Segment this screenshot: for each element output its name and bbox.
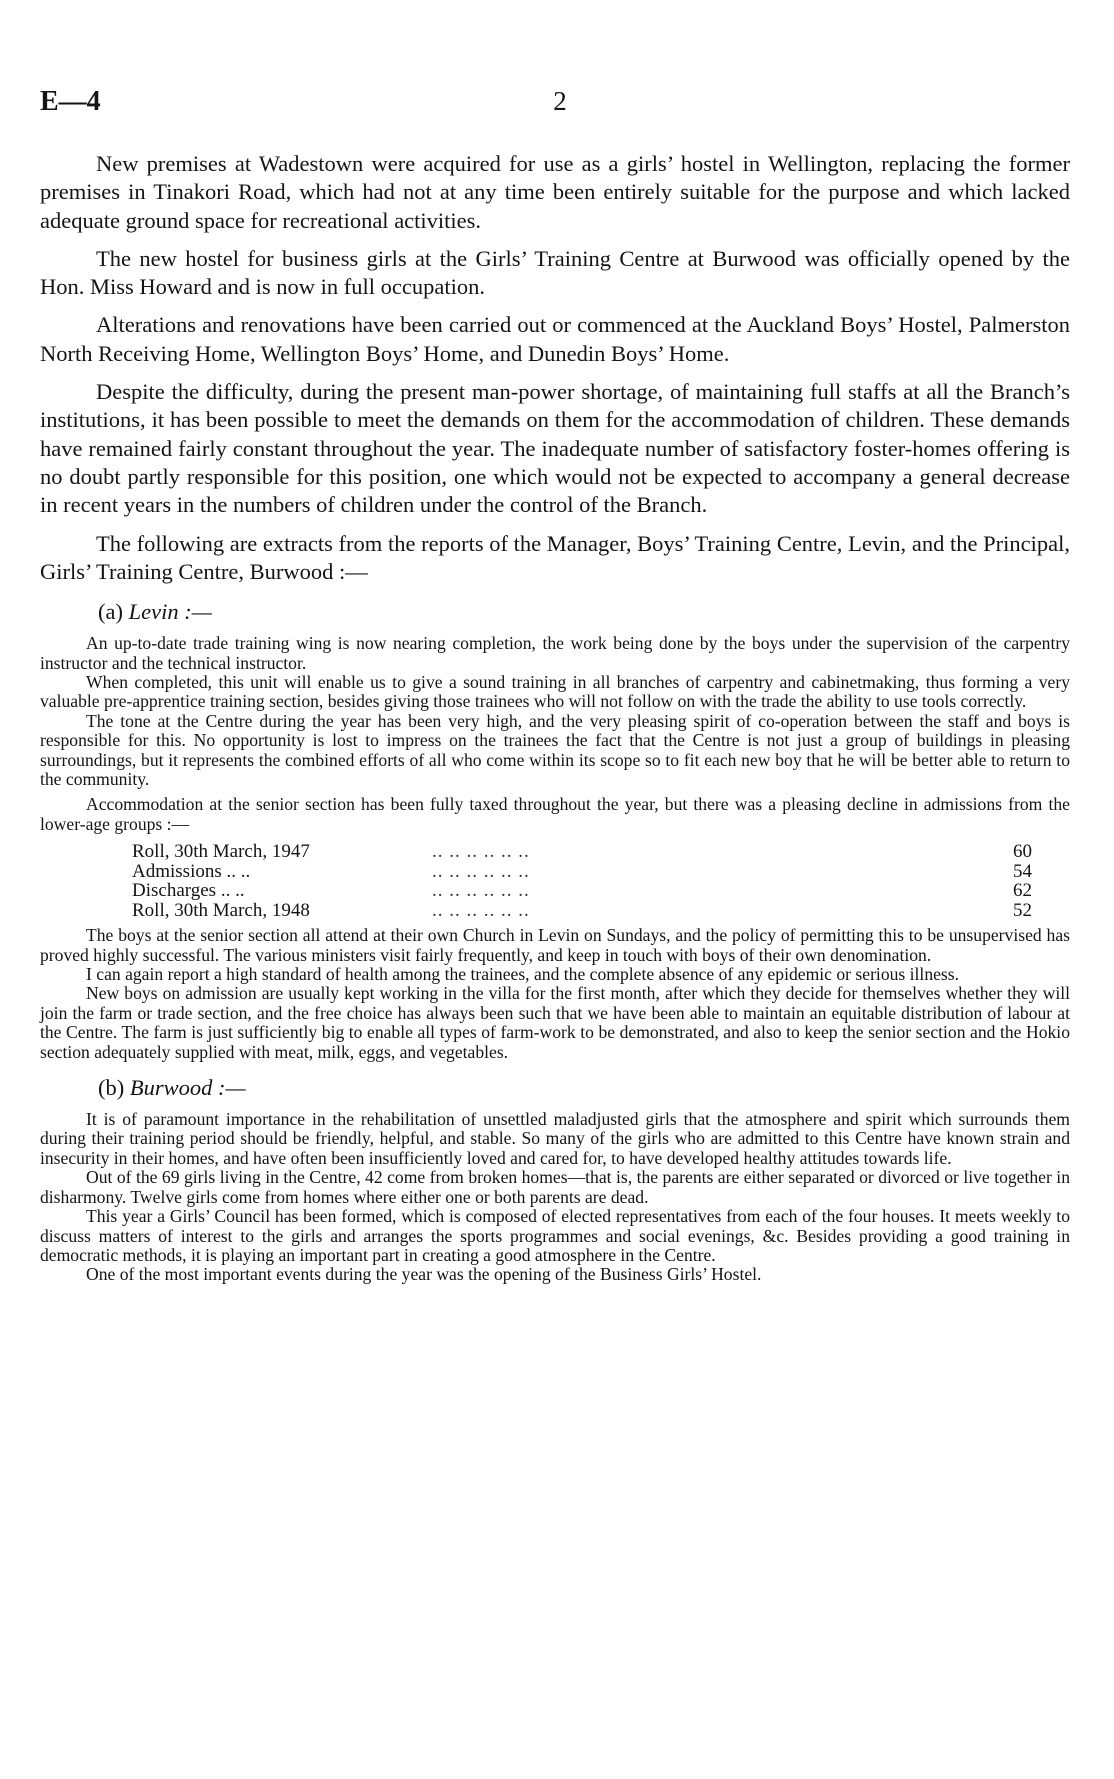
row-value: 52 xyxy=(1013,899,1032,921)
extract-paragraph: New boys on admission are usually kept working in the villa for the first month, after which they decide for themselves whether they will join the farm or trade section, and the free choice has always been such that we have been able to maintain an equitable distribution of labour at the Centre. The farm is just sufficiently big to enable all types of farm-work to be demonstrated, and also to keep the senior section and the Hokio section adequately supplied with meat, milk, eggs, and vegetables. xyxy=(40,983,1070,1062)
table-row xyxy=(132,862,1032,882)
extract-paragraph: One of the most important events during the year was the opening of the Business Girls’ Hostel. xyxy=(86,1264,762,1285)
extract-paragraph: Accommodation at the senior section has been fully taxed throughout the year, but there was a pleasing decline in admissions from the lower-age groups :— xyxy=(40,794,1070,834)
extract-paragraph: The tone at the Centre during the year has been very high, and the very pleasing spirit of co-operation between the staff and boys is responsible for this. No opportunity is lost to impress on the trainees the fact that the Centre is not just a group of buildings in pleasing surroundings, but it represents the combined efforts of all who come within its scope so to fit each new boy that he will be better able to return to the community. xyxy=(40,710,1070,789)
section-label: (a) xyxy=(98,599,123,625)
body-paragraph: The new hostel for business girls at the Girls’ Training Centre at Burwood was officially opened by the Hon. Miss Howard and is now in full occupation. xyxy=(40,245,1070,300)
page-header xyxy=(40,86,1080,126)
extract-paragraph: An up-to-date trade training wing is now nearing completion, the work being done by the boys under the supervision of the carpentry instructor and the technical instructor. xyxy=(40,633,1070,673)
document-id: E—4 xyxy=(40,86,101,117)
leader-dots: .. .. .. .. .. .. xyxy=(432,899,530,921)
extract-paragraph: It is of paramount importance in the rehabilitation of unsettled maladjusted girls that the atmosphere and spirit which surrounds them during their training period should be friendly, helpful, and stable. So many of the girls who are admitted to this Centre have known strain and insecurity in their homes, and have often been insufficiently loved and cared for, to have developed healthy attitudes towards life. xyxy=(40,1109,1070,1168)
main-text xyxy=(40,150,1070,1285)
table-row xyxy=(132,842,1032,862)
admissions-table xyxy=(132,842,1032,920)
table-row xyxy=(132,901,1032,921)
table-row xyxy=(132,881,1032,901)
row-label: Roll, 30th March, 1947 xyxy=(132,841,310,863)
body-paragraph: Alterations and renovations have been carried out or commenced at the Auckland Boys’ Hostel, Palmerston North Receiving Home, Wellington Boys’ Home, and Dunedin Boys’ Home. xyxy=(40,312,1070,366)
extract-paragraph: The boys at the senior section all attend at their own Church in Levin on Sundays, and the policy of permitting this to be unsupervised has proved highly successful. The various ministers visit fairly frequently, and keep in touch with boys of their own denomination. xyxy=(40,925,1070,965)
leader-dots: .. .. .. .. .. .. xyxy=(432,860,530,882)
row-label: Roll, 30th March, 1948 xyxy=(132,899,310,921)
extract-paragraph: When completed, this unit will enable us to give a sound training in all branches of carpentry and cabinetmaking, thus forming a very valuable pre-apprentice training section, besides giving those trainees who will not follow on with the trade the ability to use tools correctly. xyxy=(40,671,1070,712)
row-value: 60 xyxy=(1013,841,1032,863)
body-paragraph: Despite the difficulty, during the present man-power shortage, of maintaining full staffs at all the Branch’s institutions, it has been possible to meet the demands on them for the accommodation of children. These demands have remained fairly constant throughout the year. The inadequate number of satisfactory foster-homes offering is no doubt partly responsible for this position, one which would not be expected to accompany a general decrease in recent years in the numbers of children under the control of the Branch. xyxy=(40,379,1070,518)
body-paragraph: The following are extracts from the reports of the Manager, Boys’ Training Centre, Levin, and the Principal, Girls’ Training Centre, Burwood :— xyxy=(40,530,1070,584)
leader-dots: .. .. .. .. .. .. xyxy=(432,841,530,863)
section-title: Burwood :— xyxy=(129,1075,246,1101)
row-value: 54 xyxy=(1013,860,1032,882)
section-heading-levin xyxy=(98,598,1070,626)
row-label: Discharges .. .. xyxy=(132,880,245,902)
extract-paragraph: This year a Girls’ Council has been formed, which is composed of elected representatives from each of the four houses. It meets weekly to discuss matters of interest to the girls and arranges the sports programmes and social evenings, &c. Besides providing a good training in democratic methods, it is playing an important part in creating a good atmosphere in the Centre. xyxy=(40,1206,1070,1265)
row-value: 62 xyxy=(1013,880,1032,902)
extract-paragraph: I can again report a high standard of health among the trainees, and the complete absence of any epidemic or serious illness. xyxy=(86,964,960,985)
section-title: Levin :— xyxy=(128,599,212,625)
section-label: (b) xyxy=(98,1075,125,1101)
body-paragraph: New premises at Wadestown were acquired for use as a girls’ hostel in Wellington, replacing the former premises in Tinakori Road, which had not at any time been entirely suitable for the purpose and which lacked adequate ground space for recreational activities. xyxy=(40,151,1070,233)
page-number: 2 xyxy=(553,86,567,116)
extract-paragraph: Out of the 69 girls living in the Centre, 42 come from broken homes—that is, the parents are either separated or divorced or live together in disharmony. Twelve girls come from homes where either one or both parents are dead. xyxy=(40,1167,1070,1207)
section-heading-burwood xyxy=(98,1074,1070,1102)
row-label: Admissions .. .. xyxy=(132,860,251,882)
leader-dots: .. .. .. .. .. .. xyxy=(432,880,530,902)
